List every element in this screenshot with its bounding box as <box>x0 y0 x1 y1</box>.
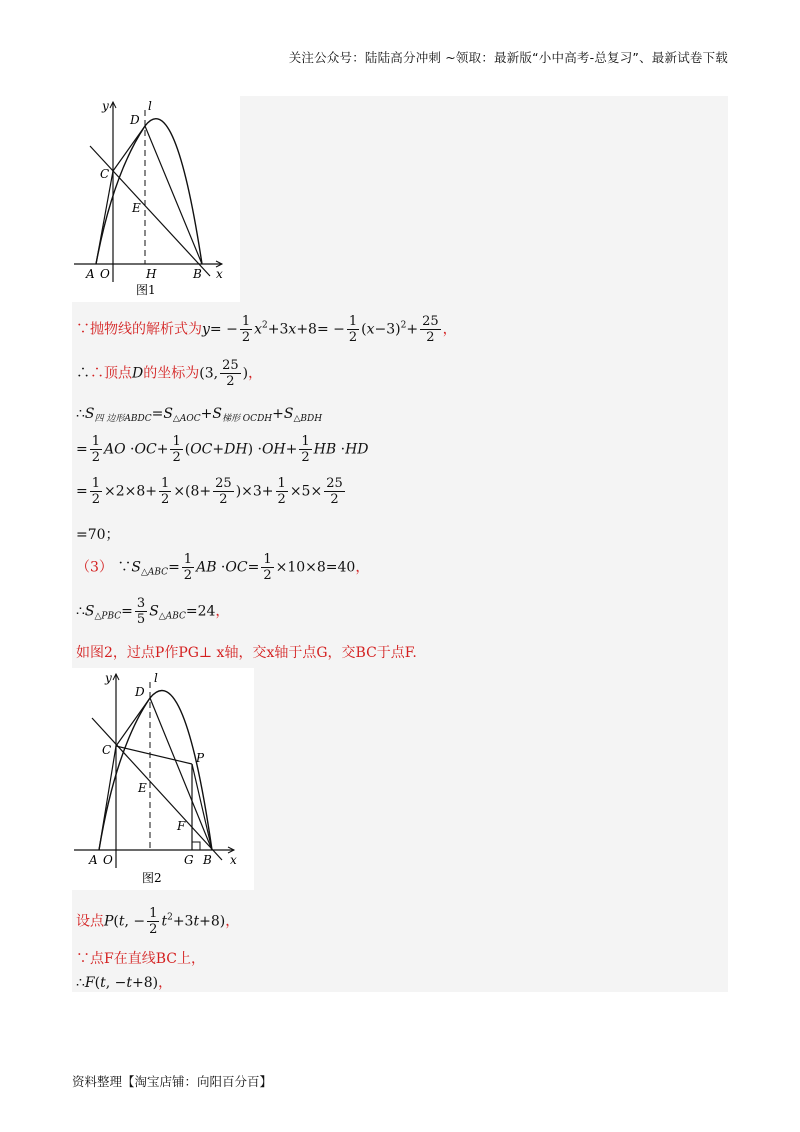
figure-1-svg <box>72 96 240 302</box>
line-part3: （3） $\because S_{\triangle ABC}=$ $\frac{1}{2}$ AB ·OC= $\frac{1}{2}$ ×10×8=40， <box>76 552 370 583</box>
fig2-label-G: G <box>184 853 194 867</box>
fig2-label-O: O <box>103 853 113 867</box>
fig2-label-F: F <box>177 819 186 833</box>
line-vertex: ∴∴顶点D的坐标为(3, $\frac{25}{2}$ )， <box>76 358 263 389</box>
line-point-p: 设点P(t, − $\frac{1}{2}$ $t^2+3t+8$)， <box>76 906 240 937</box>
fig1-label-x: x <box>216 267 223 281</box>
line-point-f: ∴F(t, −t+8)， <box>76 975 173 991</box>
fig2-label-x: x <box>230 853 237 867</box>
fig1-label-A: A <box>86 267 95 281</box>
line-construct: 如图2，过点P作PG⊥ x轴，交x轴于点G，交BC于点F. <box>76 645 417 661</box>
fig1-label-y: y <box>102 99 109 113</box>
figure-2 <box>72 668 254 890</box>
fig2-label-A: A <box>89 853 98 867</box>
fig1-label-O: O <box>100 267 110 281</box>
figure-2-svg <box>72 668 254 890</box>
line-area-result: =70； <box>76 527 120 543</box>
fig1-caption: 图1 <box>136 283 156 297</box>
figure-1 <box>72 96 240 302</box>
fig2-label-C: C <box>102 743 112 757</box>
fig1-label-C: C <box>100 167 110 181</box>
line-area-numbers: = $\frac{1}{2}$ ×2×8+ $\frac{1}{2}$ ×(8+ $\frac{25}{2}$ )×3+ $\frac{1}{2}$ ×5× $\frac{25}{2}$ <box>76 476 343 507</box>
solution-panel <box>72 96 728 992</box>
fig2-label-l: l <box>154 671 158 685</box>
line-area-sum: $\therefore S_{四 边形ABDC}=S_{\triangle AOC}+S_{梯形 OCDH}+S_{\triangle BDH}$ <box>76 406 323 424</box>
fig1-label-D: D <box>130 113 140 127</box>
fig1-label-l: l <box>148 99 152 113</box>
fig1-label-H: H <box>146 267 157 281</box>
fig2-caption: 图2 <box>142 871 162 885</box>
line-point-f-on-bc: ∵点F在直线BC上， <box>76 951 205 967</box>
fig2-label-E: E <box>138 781 147 795</box>
fig2-label-y: y <box>105 671 112 685</box>
fig1-label-B: B <box>193 267 202 281</box>
fig2-label-B: B <box>203 853 212 867</box>
line-parabola: ∵抛物线的解析式为y= − $\frac{1}{2}$ $x^2+3x+8=$ − $\frac{1}{2}$ $(x-3)^2+$ $\frac{25}{2}$ ， <box>76 314 457 345</box>
line-spbc: $\therefore S_{\triangle PBC}=$ $\frac{3}{5}$ $S_{\triangle ABC}=24$， <box>76 596 230 627</box>
page-header: 关注公众号：陆陆高分冲刺 ~领取：最新版“小中高考-总复习”、最新试卷下载 <box>288 50 728 65</box>
fig2-label-P: P <box>196 751 205 765</box>
fig2-label-D: D <box>135 685 145 699</box>
fig1-label-E: E <box>132 201 141 215</box>
line-area-expand: = $\frac{1}{2}$ AO ·OC+ $\frac{1}{2}$ (OC+DH) ·OH+ $\frac{1}{2}$ HB ·HD <box>76 434 369 465</box>
page-footer: 资料整理【淘宝店铺：向阳百分百】 <box>72 1074 273 1089</box>
